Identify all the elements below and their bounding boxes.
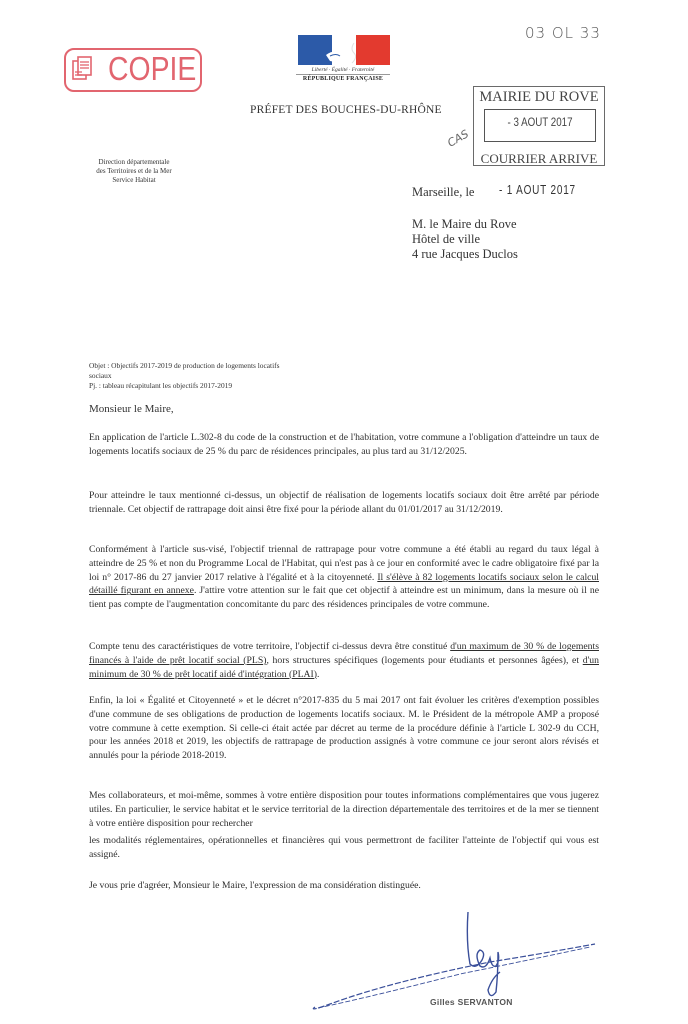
pls-highlight: d'un maximum de 30 % de logements financés à l'aide de prêt locatif social (PLS) bbox=[89, 641, 599, 666]
paragraph-6a: Mes collaborateurs, et moi-même, sommes à votre entière disposition pour toutes informations complémentaires que vous jugerez utiles. En particulier, le service habitat et le service territorial de la direction départementale des territoires et de la mer se tiennent à votre entière disposition pour rechercher bbox=[89, 790, 599, 829]
department-line: Direction départementale bbox=[98, 158, 170, 166]
salutation: Monsieur le Maire, bbox=[89, 403, 174, 415]
subject-block bbox=[89, 361, 369, 391]
stamp-date: - 3 AOUT 2017 bbox=[507, 117, 573, 129]
prefecture-title: PRÉFET DES BOUCHES-DU-RHÔNE bbox=[250, 104, 442, 116]
flag-icon bbox=[298, 35, 390, 65]
documents-icon bbox=[72, 55, 96, 83]
signatory-name: Gilles SERVANTON bbox=[430, 997, 513, 1007]
letter-date: - 1 AOUT 2017 bbox=[499, 183, 576, 197]
recipient-line: Hôtel de ville bbox=[412, 232, 481, 246]
recipient-address bbox=[412, 217, 518, 262]
paragraph-6b: les modalités réglementaires, opérationnelles et financières qui vous permettront de faciliter l'atteinte de l'objectif qui vous est assigné. bbox=[89, 835, 599, 860]
paragraph-4: Compte tenu des caractéristiques de votre territoire, l'objectif ci-dessus devra être constitué d'un maximum de 30 % de logements financés à l'aide de prêt locatif social (PLS), hors structures spécifiques (logements pour étudiants et personnes âgées), et d'un minimum de 30 % de prêt locatif aidé d'intégration (PLAI). bbox=[89, 641, 599, 680]
place: Marseille, le bbox=[412, 185, 475, 199]
stamp-bottom-text: COURRIER ARRIVE bbox=[480, 151, 598, 166]
copie-stamp bbox=[64, 48, 202, 92]
department-line: des Territoires et de la Mer bbox=[96, 167, 172, 175]
logo-republic: RÉPUBLIQUE FRANÇAISE bbox=[296, 74, 390, 82]
stamp-top-text: MAIRIE DU ROVE bbox=[479, 89, 599, 105]
mairie-received-stamp bbox=[473, 86, 605, 166]
subject-line: Objet : Objectifs 2017-2019 de production de logements locatifs sociaux bbox=[89, 361, 280, 380]
plai-highlight: d'un minimum de 30 % de prêt locatif aidé d'intégration (PLAI) bbox=[89, 654, 599, 680]
paragraph-2: Pour atteindre le taux mentionné ci-dessus, un objectif de réalisation de logements locatifs sociaux doit être arrêté par période triennale. Cet objectif de rattrapage doit ainsi être fixé pour la période allant du 01/01/2017 au 31/12/2019. bbox=[89, 490, 599, 515]
paragraph-5: Enfin, la loi « Égalité et Citoyenneté » et le décret n°2017-835 du 5 mai 2017 ont fait évoluer les critères d'exemption possibles d'une commune de ses obligations de production de logements locatifs sociaux. M. le Président de la métropole AMP a proposé votre commune à cette exemption. Si celle-ci était actée par décret au terme de la procédure définie à l'article L 302-9 du CCH, pour les années 2018 et 2019, les objectifs de rattrapage de production assignés à votre commune ce jour seront alors révisés et annulés pour la période 2018-2019. bbox=[89, 695, 599, 762]
paragraph-3: Conformément à l'article sus-visé, l'objectif triennal de rattrapage pour votre commune a été établi au regard du taux légal à atteindre de 25 % et non du Programme Local de l'Habitat, qui n'est pas à ce jour en conformité avec le cadre obligatoire fixé par la loi n° 2017-86 du 27 janvier 2017 relative à l'égalité et à la citoyenneté. Il s'élève à 82 logements locatifs sociaux selon le calcul détaillé figurant en annexe. J'attire votre attention sur le fait que cet objectif à atteindre est un minimum, dans la mesure où il ne tient pas compte de l'augmentation concomitante du parc des résidences principales de votre commune. bbox=[89, 544, 600, 611]
department-block bbox=[88, 158, 180, 185]
department-line: Service Habitat bbox=[112, 176, 156, 184]
handwritten-reference: 03 OL 33 bbox=[525, 24, 601, 42]
logo-motto: Liberté · Égalité · Fraternité bbox=[311, 67, 375, 73]
paragraph-1: En application de l'article L.302-8 du code de la construction et de l'habitation, votre commune a l'obligation d'atteindre un taux de logements locatifs sociaux de 25 % du parc de résidences principales, au plus tard au 31/12/2025. bbox=[89, 432, 599, 457]
marianne-logo bbox=[296, 35, 390, 82]
recipient-line: 4 rue Jacques Duclos bbox=[412, 247, 518, 261]
recipient-line: M. le Maire du Rove bbox=[412, 217, 517, 231]
handwritten-initials: CAS bbox=[445, 127, 471, 150]
objective-highlight: Il s'élève à 82 logements locatifs sociaux selon le calcul détaillé figurant en annexe bbox=[89, 571, 599, 597]
attachment-line: Pj. : tableau récapitulant les objectifs 2017-2019 bbox=[89, 381, 233, 390]
copie-label: COPIE bbox=[108, 50, 197, 87]
paragraph-closing: Je vous prie d'agréer, Monsieur le Maire, l'expression de ma considération distinguée. bbox=[89, 880, 421, 891]
